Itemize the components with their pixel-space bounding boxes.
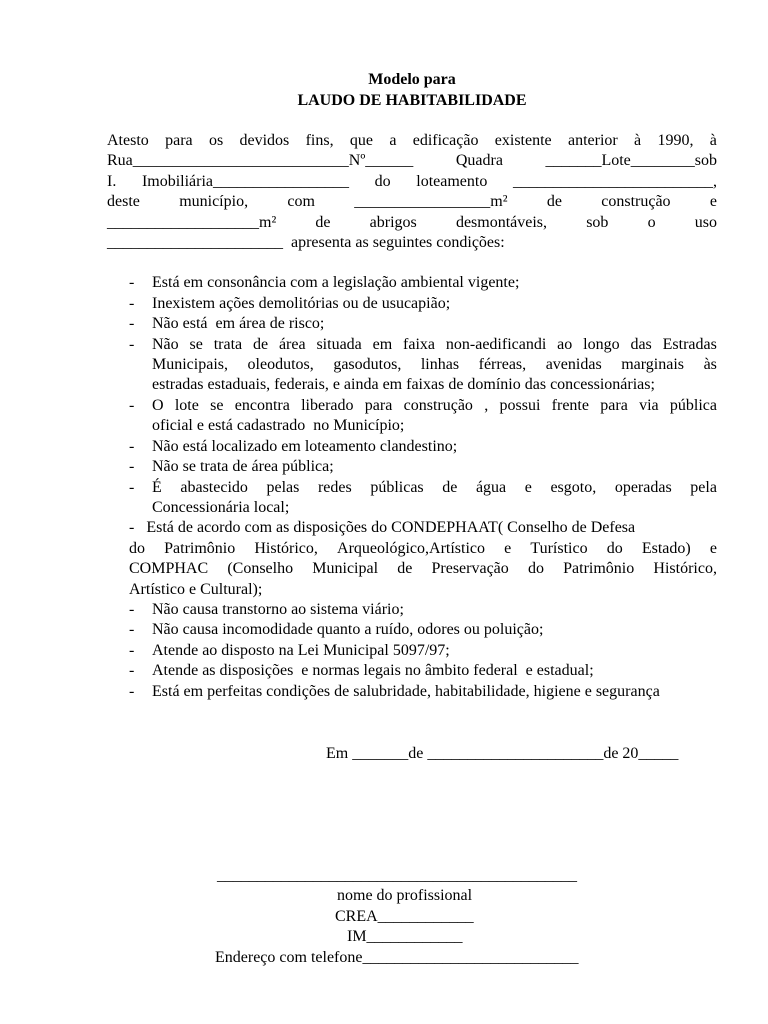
condition-text: O lote se encontra liberado para construção , possui frente para via pública — [152, 396, 717, 414]
condition-item — [107, 641, 717, 661]
list-bullet: - — [129, 662, 135, 680]
condition-text: Não causa incomodidade quanto a ruído, odores ou poluição; — [152, 621, 544, 639]
list-bullet: - — [129, 274, 135, 292]
list-bullet: - — [129, 335, 135, 353]
condephaat-text: Artístico e Cultural); — [129, 580, 263, 598]
crea-field: CREA____________ — [335, 908, 474, 925]
condition-text: Está em perfeitas condições de salubridade, habitabilidade, higiene e segurança — [152, 682, 660, 700]
condition-text: oficial e está cadastrado no Município; — [152, 417, 405, 435]
document-title-line1: Modelo para — [368, 71, 456, 88]
list-bullet: - — [129, 294, 135, 312]
condition-text: Municipais, oleodutos, gasodutos, linhas férreas, avenidas marginais às — [152, 356, 717, 374]
list-bullet: - — [129, 621, 135, 639]
list-bullet: - — [129, 641, 135, 659]
list-bullet: - — [129, 396, 135, 414]
condition-text: É abastecido pelas redes públicas de água e esgoto, operadas pela — [152, 478, 717, 496]
condition-text: Atende ao disposto na Lei Municipal 5097/97; — [152, 641, 450, 659]
intro-line: ______________________ apresenta as seguintes condições: — [107, 234, 505, 252]
condition-text: Está em consonância com a legislação ambiental vigente; — [152, 274, 520, 292]
condition-text: estradas estaduais, federais, e ainda em faixas de domínio das concessionárias; — [152, 376, 655, 394]
condition-text: Atende as disposições e normas legais no âmbito federal e estadual; — [152, 662, 594, 680]
address-phone-field: Endereço com telefone___________________________ — [215, 949, 579, 966]
condition-text: Não está localizado em loteamento clandestino; — [152, 437, 458, 455]
condition-text: Não se trata de área situada em faixa non-aedificandi ao longo das Estradas — [152, 335, 717, 353]
condition-item — [107, 437, 717, 457]
list-bullet: - — [129, 437, 135, 455]
intro-line: ___________________m² de abrigos desmontáveis, sob o uso — [107, 213, 717, 231]
im-field: IM____________ — [347, 928, 463, 945]
condition-item — [107, 661, 717, 681]
conditions-list-2 — [107, 600, 717, 702]
list-bullet: - — [129, 478, 135, 496]
intro-line: Rua___________________________Nº______ Quadra _______Lote________sob — [107, 152, 717, 170]
condition-item — [107, 682, 717, 702]
conditions-list — [107, 273, 717, 518]
document-title-line2: LAUDO DE HABITABILIDADE — [297, 91, 527, 109]
document-body — [107, 70, 717, 702]
condition-text: Não causa transtorno ao sistema viário; — [152, 600, 404, 618]
condition-text: Concessionária local; — [152, 498, 290, 516]
condition-item — [107, 600, 717, 620]
list-bullet: - — [129, 682, 135, 700]
date-line: Em _______de ______________________de 20_____ — [326, 745, 679, 762]
intro-line: deste município, com _________________m² de construção e — [107, 193, 717, 211]
list-bullet: - — [129, 600, 135, 618]
list-bullet: - — [129, 315, 135, 333]
condition-item — [107, 396, 717, 437]
condephaat-text: - Está de acordo com as disposições do CONDEPHAAT( Conselho de Defesa — [129, 519, 636, 537]
intro-line: Atesto para os devidos fins, que a edificação existente anterior à 1990, à — [107, 132, 717, 149]
condition-item — [107, 335, 717, 396]
condition-item — [107, 478, 717, 519]
condephaat-paragraph — [107, 518, 717, 600]
condition-item — [107, 620, 717, 640]
condephaat-text: COMPHAC (Conselho Municipal de Preservação do Patrimônio Histórico, — [129, 560, 717, 578]
condition-item — [107, 314, 717, 334]
signature-line: _____________________________________________ — [217, 867, 577, 884]
condition-item — [107, 294, 717, 314]
intro-paragraph — [107, 131, 717, 253]
condition-item — [107, 457, 717, 477]
condephaat-text: do Patrimônio Histórico, Arqueológico,Artístico e Turístico do Estado) e — [129, 539, 717, 557]
professional-name-label: nome do profissional — [337, 887, 473, 904]
condition-text: Não está em área de risco; — [152, 315, 325, 333]
intro-line: I. Imobiliária_________________ do loteamento _________________________, — [107, 172, 717, 190]
condition-text: Não se trata de área pública; — [152, 458, 334, 476]
list-bullet: - — [129, 458, 135, 476]
condition-item — [107, 273, 717, 293]
condition-text: Inexistem ações demolitórias ou de usucapião; — [152, 294, 451, 312]
